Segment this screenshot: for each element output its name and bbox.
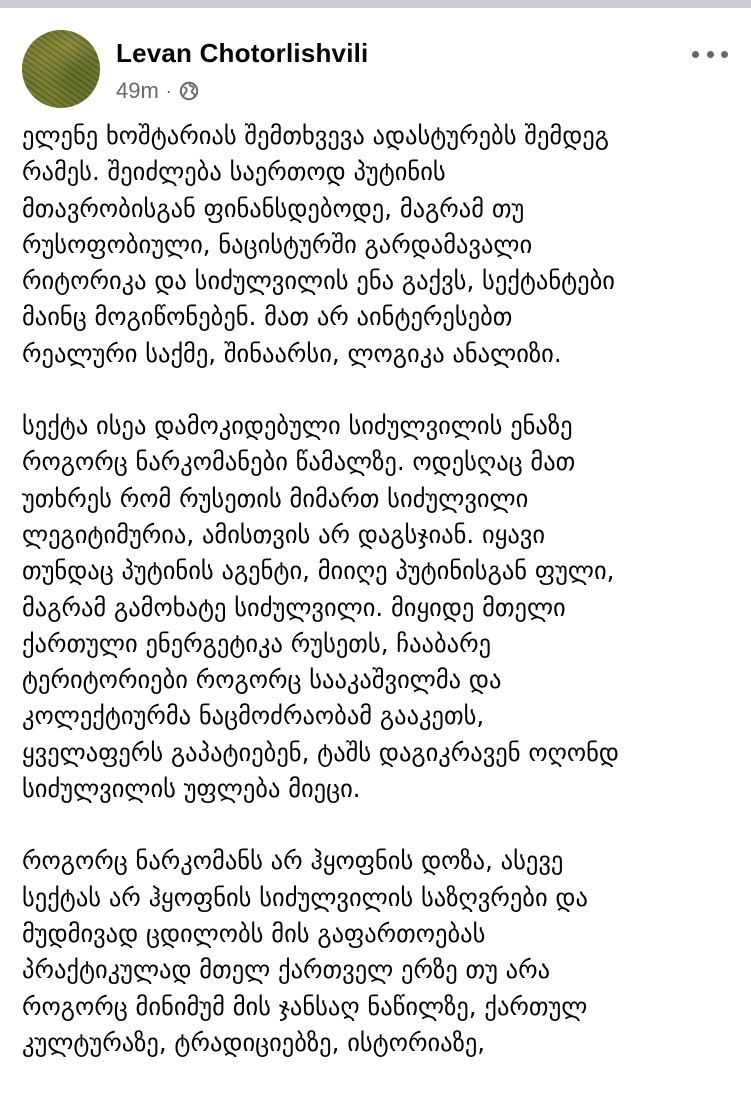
text-line: როგორც ნარკომანს არ ჰყოფნის დოზა, ასევე: [22, 846, 564, 876]
text-line: სექტა ისეა დამოკიდებული სიძულვილის ენაზე: [22, 411, 573, 441]
globe-icon[interactable]: [179, 81, 199, 101]
text-line: სიძულვილის უფლება მიეცი.: [22, 774, 361, 804]
more-options-icon[interactable]: [692, 44, 728, 64]
text-line: მუდმივად ცდილობს მის გაფართოებას: [22, 918, 486, 948]
text-line: მთავრობისგან ფინანსდებოდე, მაგრამ თუ: [22, 193, 525, 223]
text-line: რეალური საქმე, შინაარსი, ლოგიკა ანალიზი.: [22, 338, 562, 368]
text-line: როგორც ნარკომანები წამალზე. ოდესღაც მათ: [22, 447, 576, 477]
text-line: თუნდაც პუტინის აგენტი, მიიღე პუტინისგან ფული,: [22, 556, 615, 586]
post-time[interactable]: 49m: [116, 78, 159, 103]
text-line: ქართული ენერგეტიკა რუსეთს, ჩააბარე: [22, 628, 492, 658]
post-header: [22, 30, 732, 110]
post-body: [22, 118, 732, 1097]
text-line: რიტორიკა და სიძულვილის ენა გაქვს, სექტანტები: [22, 266, 615, 296]
text-line: ლეგიტიმურია, ამისთვის არ დაგსჯიან. იყავი: [22, 519, 546, 549]
text-line: მაგრამ გამოხატე სიძულვილი. მიყიდე მთელი: [22, 592, 566, 622]
text-line: რუსოფობიული, ნაცისტურში გარდამავალი: [22, 229, 533, 259]
text-line: სექტას არ ჰყოფნის სიძულვილის საზღვრები და: [22, 882, 588, 912]
text-line: ყველაფერს გაპატიებენ, ტაშს დაგიკრავენ ოღონდ: [22, 737, 619, 767]
text-line: კოლექტიურმა ნაცმოძრაობამ გააკეთს,: [22, 701, 485, 731]
paragraph-2: [22, 408, 732, 807]
text-line: ელენე ხოშტარიას შემთხვევა ადასტურებს შემდეგ: [22, 121, 609, 150]
text-line: მაინც მოგიწონებენ. მათ არ აინტერესებთ: [22, 302, 513, 332]
meta-separator: ·: [165, 80, 172, 101]
author-name[interactable]: Levan Chotorlishvili: [116, 38, 369, 68]
paragraph-1: [22, 118, 732, 372]
facebook-post: [0, 8, 751, 1057]
text-line: კულტურაზე, ტრადიციებზე, ისტორიაზე,: [22, 1027, 486, 1057]
text-line: ტერიტორიები როგორც სააკაშვილმა და: [22, 665, 502, 695]
text-line: პრაქტიკულად მთელ ქართველ ერზე თუ არა: [22, 955, 551, 985]
text-line: უთხრეს რომ რუსეთის მიმართ სიძულვილი: [22, 483, 529, 513]
post-meta: [116, 76, 199, 106]
text-line: როგორც მინიმუმ მის ჯანსაღ ნაწილზე, ქართულ: [22, 991, 588, 1021]
top-divider: [0, 0, 751, 8]
paragraph-3: [22, 843, 732, 1061]
text-line: რამეს. შეიძლება საერთოდ პუტინის: [22, 157, 446, 187]
avatar[interactable]: [22, 30, 100, 108]
